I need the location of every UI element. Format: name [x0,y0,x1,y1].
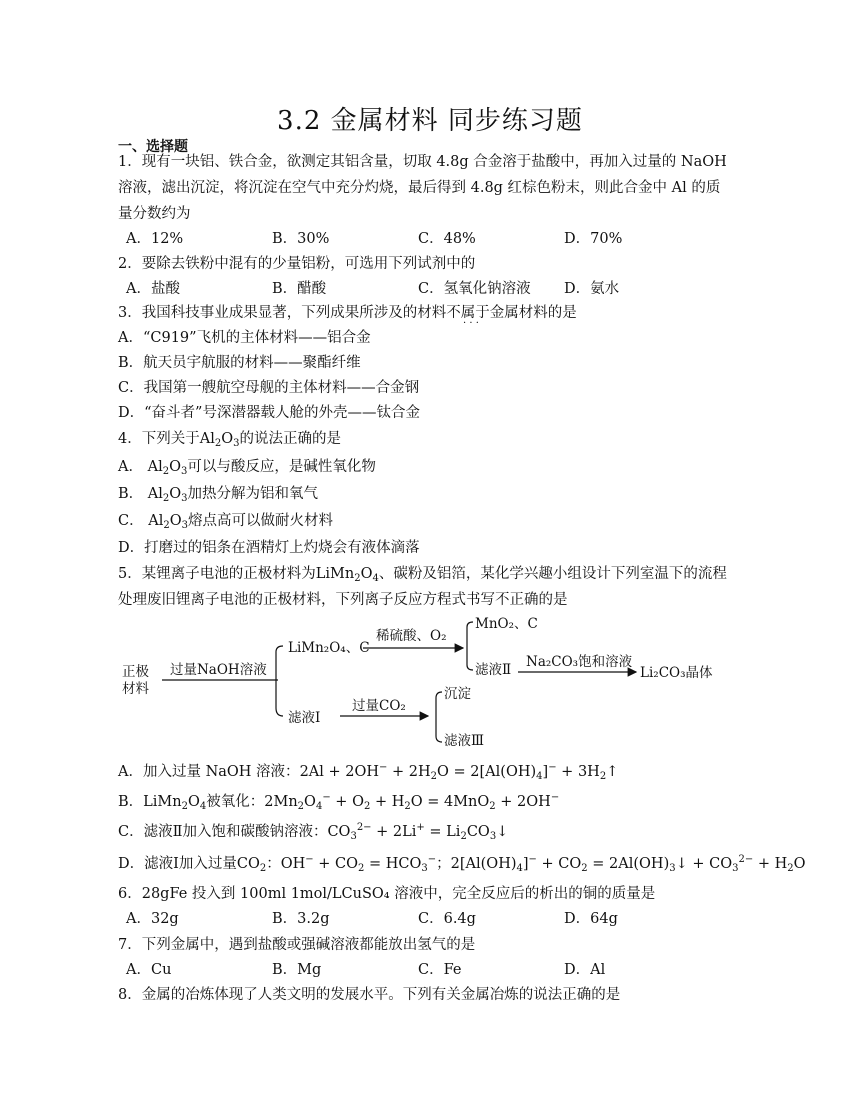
q6-option-d: D．64g [564,911,618,927]
q4-option-b: B． $Al_2O_3$加热分解为铝和氧气 [118,486,319,504]
q5-stem-line1: 5．某锂离子电池的正极材料为$LiMn_2O_4$、碳粉及铝箔，某化学兴趣小组设计下列室温下的流程 [118,566,727,584]
precipitate: 沉淀 [444,686,471,702]
q5-stem-line2: 处理废旧锂离子电池的正极材料，下列离子反应方程式书写不正确的是 [118,592,568,608]
start-label-1: 正极 [122,664,149,680]
q2-option-a: A．盐酸 [126,281,180,297]
filtrate-3: 滤液Ⅲ [444,733,485,749]
q1-stem-line1: 1．现有一块铝、铁合金，欲测定其铝含量，切取 4.8g 合金溶于盐酸中，再加入过量的 NaOH [118,154,727,170]
q3-option-c: C．我国第一艘航空母舰的主体材料——合金钢 [118,380,420,396]
q3-option-b: B．航天员宇航服的材料——聚酯纤维 [118,355,361,371]
q1-stem-line3: 量分数约为 [118,206,191,222]
q5-option-b: B．$LiMn_2O_4$被氧化：$2Mn_2O_4^- + O_2 + H_2O = 4MnO_2 + 2OH^-$ [118,792,560,812]
filtrate-2: 滤液Ⅱ [475,662,512,678]
q5-option-c: C．滤液Ⅱ加入饱和碳酸钠溶液：$CO_3^{2-} + 2Li^+$ = $Li_2CO_3↓$ [118,822,509,842]
q3-option-a: A．“C919”飞机的主体材料——铝合金 [118,330,371,346]
q6-option-b: B．3.2g [272,911,330,927]
q1-option-b: B．30% [272,231,330,247]
solid-residue: LiMn₂O₄、C [288,640,370,656]
q7-option-b: B．Mg [272,962,322,978]
emphasis-dots: · · · [463,318,479,329]
q1-option-c: C．48% [418,231,476,247]
split-brace-3 [436,692,442,742]
start-label-2: 材料 [122,681,149,697]
co2-reagent: 过量CO₂ [352,698,406,714]
q3-option-d: D．“奋斗者”号深潜器载人舱的外壳——钛合金 [118,405,420,421]
q6-stem: 6．28gFe 投入到 100ml 1mol/LCuSO₄ 溶液中，完全反应后的析出的铜的质量是 [118,886,656,902]
q6-option-c: C．6.4g [418,911,476,927]
q7-option-a: A．Cu [126,962,172,978]
q8-stem: 8．金属的冶炼体现了人类文明的发展水平。下列有关金属冶炼的说法正确的是 [118,987,621,1003]
q4-stem: 4．下列关于$Al_2O_3$的说法正确的是 [118,431,341,449]
q4-option-d: D．打磨过的铝条在酒精灯上灼烧会有液体滴落 [118,540,420,556]
acid-reagent: 稀硫酸、O₂ [376,628,447,644]
section-heading: 一、选择题 [118,139,188,155]
q2-option-b: B．醋酸 [272,281,327,297]
split-brace-1 [276,646,283,716]
q4-option-c: C． $Al_2O_3$熔点高可以做耐火材料 [118,513,333,531]
q7-stem: 7．下列金属中，遇到盐酸或强碱溶液都能放出氢气的是 [118,937,476,953]
step1-reagent: 过量NaOH溶液 [170,662,267,678]
q3-stem: 3．我国科技事业成果显著，下列成果所涉及的材料不属于金属材料的是 [118,305,577,321]
mno2-product: MnO₂、C [475,616,538,632]
q2-option-d: D．氨水 [564,281,620,297]
q2-option-c: C．氢氧化钠溶液 [418,281,531,297]
page-title: 3.2 金属材料 同步练习题 [277,106,583,136]
q7-option-d: D．Al [564,962,606,978]
q2-stem: 2．要除去铁粉中混有的少量铝粉，可选用下列试剂中的 [118,256,476,272]
filtrate-1: 滤液Ⅰ [288,710,321,726]
q6-option-a: A．32g [126,911,179,927]
na2co3-reagent: Na₂CO₃饱和溶液 [526,654,633,670]
q4-option-a: A． $Al_2O_3$可以与酸反应，是碱性氧化物 [118,459,376,477]
q5-option-a: A．加入过量 NaOH 溶液：$2Al + 2OH^- + 2H_2O = 2[Al(OH)_4]^-$ + $3H_2↑$ [118,762,619,782]
q1-option-a: A．12% [126,231,184,247]
q1-option-d: D．70% [564,231,623,247]
q7-option-c: C．Fe [418,962,462,978]
q5-option-d: D．滤液Ⅰ加入过量$CO_2$：$OH^- + CO_2 = HCO_3^-$；$2[Al(OH)_4]^- + CO_2$ = $2Al(OH)_3↓ + CO_3^{2-} + H_2O$ [118,854,806,874]
li2co3-product: Li₂CO₃晶体 [640,665,713,681]
process-flow-diagram [118,612,738,752]
q1-stem-line2: 溶液，滤出沉淀，将沉淀在空气中充分灼烧，最后得到 4.8g 红棕色粉末，则此合金中 Al 的质 [118,180,721,196]
split-brace-2 [467,622,473,670]
